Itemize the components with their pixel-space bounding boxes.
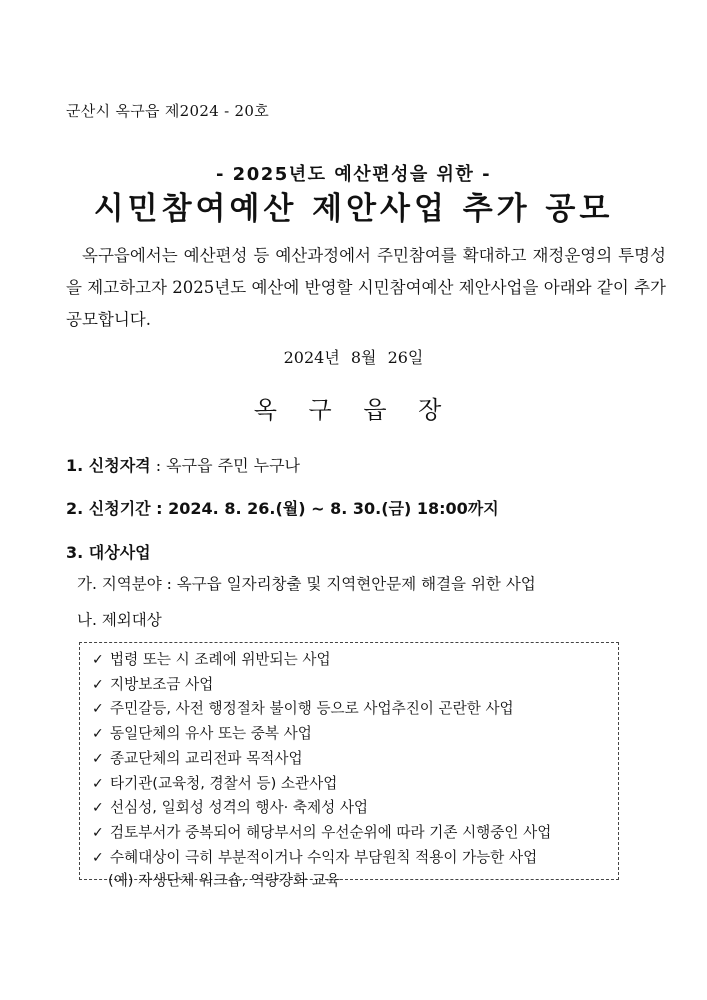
announcement-date: 2024년 8월 26일 bbox=[283, 348, 424, 367]
check-icon: ✓ bbox=[92, 652, 104, 668]
eligibility-label: 1. 신청자격 bbox=[66, 456, 151, 475]
check-icon: ✓ bbox=[92, 676, 104, 693]
target-label: 3. 대상사업 bbox=[66, 543, 151, 562]
exclusion-example: (예) 자생단체 워크숍, 역량강화 교육 bbox=[108, 872, 340, 890]
eligibility-value: : 옥구읍 주민 누구나 bbox=[150, 456, 300, 475]
check-icon: ✓ bbox=[92, 775, 104, 792]
signer: 옥 구 읍 장 bbox=[253, 396, 454, 424]
check-icon: ✓ bbox=[92, 726, 104, 743]
document-title: 시민참여예산 제안사업 추가 공모 bbox=[93, 191, 614, 227]
list-item: ✓ 주민갈등, 사전 행정절차 불이행 등으로 사업추진이 곤란한 사업 bbox=[92, 697, 618, 722]
section-period bbox=[66, 496, 499, 519]
check-icon: ✓ bbox=[92, 824, 104, 841]
list-item: ✓ 검토부서가 중복되어 해당부서의 우선순위에 따라 기존 시행중인 사업 bbox=[92, 821, 618, 846]
exclusion-list-box bbox=[79, 642, 619, 890]
list-item: ✓ 지방보조금 사업 bbox=[92, 673, 618, 698]
section-target bbox=[66, 540, 151, 563]
check-icon: ✓ bbox=[92, 750, 104, 767]
period-label: 2. 신청기간 : 2024. 8. 26.(월) ~ 8. 30.(금) 18:00까지 bbox=[66, 499, 499, 518]
intro-text: 옥구읍에서는 예산편성 등 예산과정에서 주민참여를 확대하고 재정운영의 투명성을 제고하고자 2025년도 예산에 반영할 시민참여예산 제안사업을 아래와 같이 추가 공모합니다. bbox=[66, 246, 666, 329]
check-icon: ✓ bbox=[92, 800, 104, 817]
target-sub-a: 가. 지역분야 : 옥구읍 일자리창출 및 지역현안문제 해결을 위한 사업 bbox=[77, 575, 536, 593]
document-subtitle: - 2025년도 예산편성을 위한 - bbox=[215, 164, 492, 185]
list-item: ✓ 타기관(교육청, 경찰서 등) 소관사업 bbox=[92, 772, 618, 797]
list-item: ✓ 법령 또는 시 조례에 위반되는 사업 bbox=[92, 648, 618, 673]
list-item: ✓ 선심성, 일회성 성격의 행사· 축제성 사업 bbox=[92, 796, 618, 821]
section-eligibility bbox=[66, 453, 300, 476]
check-icon: ✓ bbox=[92, 701, 104, 718]
check-icon: ✓ bbox=[92, 849, 104, 866]
list-item: ✓ 동일단체의 유사 또는 중복 사업 bbox=[92, 722, 618, 747]
target-sub-b: 나. 제외대상 bbox=[77, 611, 162, 629]
document-number: 군산시 옥구읍 제2024 - 20호 bbox=[66, 102, 270, 120]
list-item: ✓ 종교단체의 교리전파 목적사업 bbox=[92, 747, 618, 772]
intro-paragraph bbox=[66, 240, 666, 336]
list-item: ✓ 수혜대상이 극히 부분적이거나 수익자 부담원칙 적용이 가능한 사업 bbox=[92, 846, 618, 871]
